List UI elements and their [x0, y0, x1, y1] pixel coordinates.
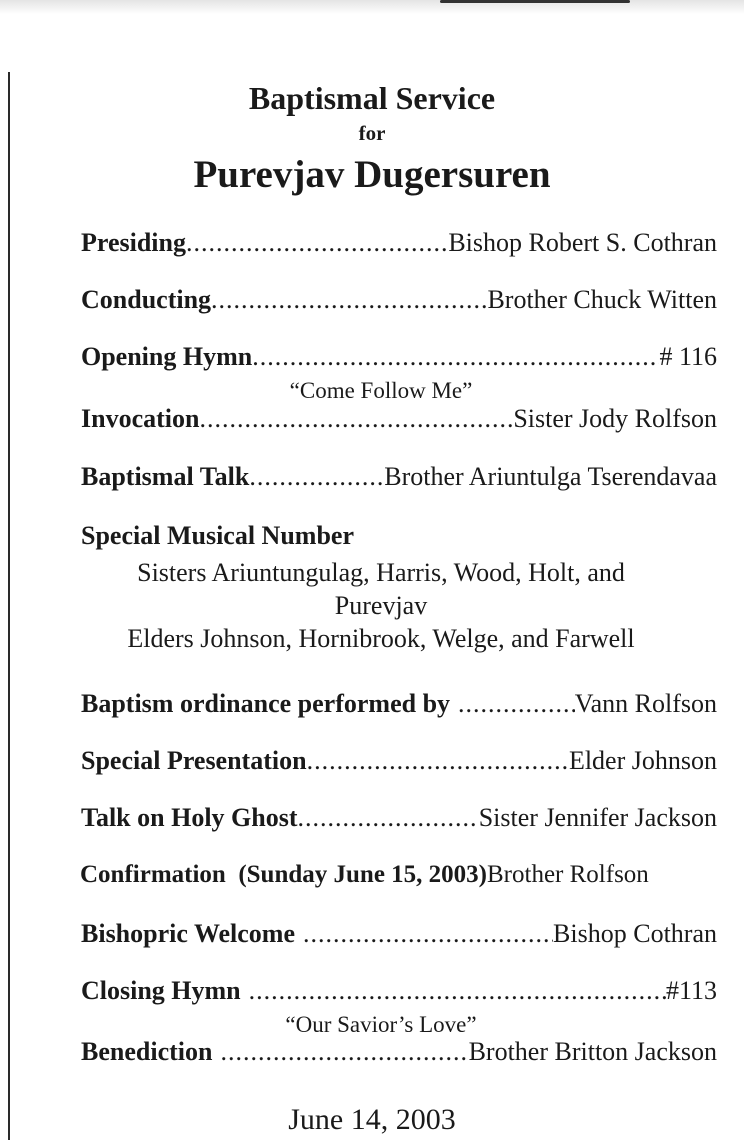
row-value: Sister Jennifer Jackson [478, 803, 717, 832]
row-value: Brother Britton Jackson [468, 1037, 717, 1066]
row-label: Benediction [81, 1037, 213, 1066]
hymn-title: “Our Savior’s Love” [285, 1012, 477, 1037]
row-value: Bishop Robert S. Cothran [448, 228, 717, 257]
leader-dots [211, 285, 487, 315]
row-value: # 116 [659, 342, 717, 371]
program-row-conducting [81, 285, 717, 321]
row-value: Brother Chuck Witten [487, 285, 717, 314]
leader-dots [186, 228, 448, 258]
row-label: Confirmation (Sunday June 15, 2003) [80, 861, 487, 888]
program-row-holy-ghost-talk [81, 803, 717, 839]
program-row-invocation [81, 404, 717, 440]
program-row-closing-hymn [81, 976, 717, 1012]
program-row-baptism-ordinance [81, 689, 717, 725]
leader-dots [298, 803, 479, 833]
musical-performers-line: Elders Johnson, Hornibrook, Welge, and Farwell [127, 624, 635, 653]
musical-performers-line: Purevjav [334, 591, 428, 620]
row-value: Elder Johnson [568, 746, 717, 775]
hymn-title: “Come Follow Me” [289, 378, 473, 403]
page-edge-rule [8, 72, 10, 1140]
row-value: Sister Jody Rolfson [513, 404, 717, 433]
program-row-special-presentation [81, 746, 717, 782]
row-label: Invocation [81, 404, 200, 433]
row-label: Special Presentation [81, 746, 307, 775]
program-row-bishopric-welcome [81, 919, 717, 955]
program-row-presiding [81, 228, 717, 264]
program-row-confirmation [80, 861, 742, 897]
row-label: Opening Hymn [81, 342, 253, 371]
program-row-baptismal-talk [81, 462, 717, 498]
row-label: Baptismal Talk [81, 462, 250, 491]
row-value: Bishop Cothran [553, 919, 717, 948]
scan-edge [0, 0, 744, 14]
leader-dots [307, 746, 569, 776]
row-label: Closing Hymn [81, 976, 241, 1005]
row-value: Brother Rolfson [487, 861, 649, 888]
program-row-benediction [81, 1037, 717, 1073]
program-title: Baptismal Service [248, 80, 496, 116]
leader-dots [458, 689, 575, 719]
row-label: Talk on Holy Ghost [81, 803, 298, 832]
program-row-opening-hymn [81, 342, 717, 378]
service-date: June 14, 2003 [288, 1103, 456, 1136]
musical-number-label: Special Musical Number [81, 521, 354, 550]
row-value: Vann Rolfson [574, 689, 717, 718]
row-label: Presiding [81, 228, 186, 257]
leader-dots [249, 976, 666, 1006]
row-label: Baptism ordinance performed by [81, 689, 451, 718]
program-for: for [358, 121, 386, 145]
row-label: Conducting [81, 285, 212, 314]
row-label: Bishopric Welcome [81, 919, 296, 948]
leader-dots [249, 462, 384, 492]
leader-dots [303, 919, 553, 949]
leader-dots [220, 1037, 468, 1067]
candidate-name: Purevjav Dugersuren [193, 153, 551, 196]
leader-dots [199, 404, 513, 434]
musical-performers-line: Sisters Ariuntungulag, Harris, Wood, Holt, and [137, 558, 625, 587]
leader-dots [252, 342, 659, 372]
row-value: Brother Ariuntulga Tserendavaa [384, 462, 717, 491]
row-value: #113 [665, 976, 717, 1005]
